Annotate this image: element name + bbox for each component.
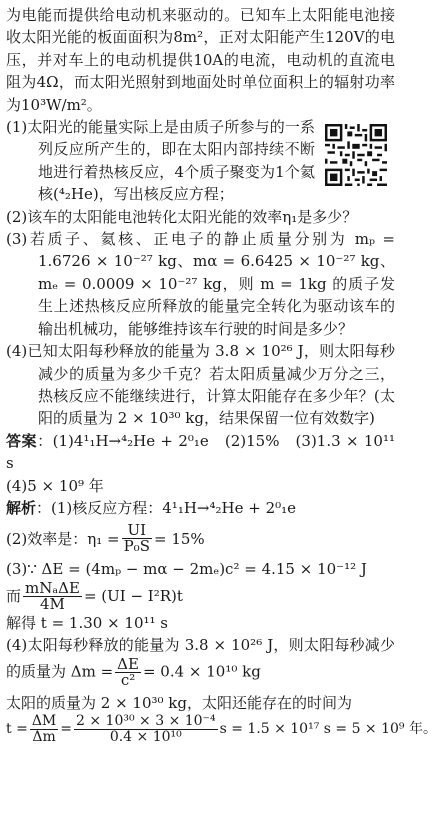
mass-loss-denominator: c²: [120, 670, 136, 689]
analysis-step-3b: [6, 578, 395, 613]
question-4: (4)已知太阳每秒释放的能量为 3.8 × 10²⁶ J，则太阳每秒减少的质量为多少千克？若太阳质量减少万分之三，热核反应不能继续进行，计算太阳能存在多少年？(太阳的质量为 2 × 10³⁰ kg，结果保留一位有效数字): [6, 342, 395, 428]
lifetime-numerator-2: 2 × 10³⁰ × 3 × 10⁻⁴: [76, 712, 216, 729]
analysis-step-5: 太阳的质量为 2 × 10³⁰ kg，太阳还能存在的时间为: [6, 693, 352, 712]
energy-denominator: 4M: [40, 594, 65, 613]
analysis-step-3c: 解得 t = 1.30 × 10¹¹ s: [6, 613, 168, 632]
mass-loss-numerator: ΔE: [117, 654, 139, 673]
energy-equation-rhs: = (UI − I²R)t: [83, 587, 183, 606]
lifetime-result: s = 1.5 × 10¹⁷ s = 5 × 10⁹ 年。: [219, 721, 437, 738]
analysis-step-1: [6, 497, 395, 519]
mass-loss-text: (4)太阳每秒释放的能量为 3.8 × 10²⁶ J，则太阳每秒减少的质量为 Δm =: [6, 636, 395, 681]
qr-code-icon: [325, 124, 387, 186]
mass-loss-result: = 0.4 × 10¹⁰ kg: [142, 662, 261, 681]
lifetime-denominator-2: 0.4 × 10¹⁰: [109, 728, 182, 745]
analysis-text-1: ：(1)核反应方程：4¹₁H→⁴₂He + 2⁰₁e: [36, 498, 297, 517]
question-2: (2)该车的太阳能电池转化太阳光能的效率η₁是多少？: [6, 207, 358, 226]
efficiency-numerator: UI: [122, 523, 152, 539]
efficiency-fraction: [122, 523, 152, 554]
analysis-step-3: (3)∵ ΔE = (4mₚ − mα − 2mₑ)c² = 4.15 × 10⁻¹² J: [6, 560, 367, 579]
energy-equation-prefix: 而: [6, 587, 22, 606]
efficiency-result: = 15%: [153, 529, 205, 548]
answer-line-2: (4)5 × 10⁹ 年: [6, 476, 104, 495]
lifetime-fraction-2: [74, 714, 218, 745]
analysis-step-6: [6, 712, 437, 745]
energy-fraction: [23, 578, 82, 613]
analysis-step-2: [6, 523, 395, 554]
lifetime-fraction-1: [30, 714, 58, 745]
question-3: (3)若质子、氦核、正电子的静止质量分别为 mₚ = 1.6726 × 10⁻²⁷ kg、mα = 6.6425 × 10⁻²⁷ kg、mₑ = 0.0009 × 10⁻²⁷ kg，则 m = 1kg 的质子发生上述热核反应所释放的能量完全转化为驱动该车的输出机械功，能够维持该车行驶的时间是多少？: [6, 230, 395, 338]
energy-numerator: mNₐΔE: [25, 578, 80, 597]
analysis-label: 解析: [6, 498, 37, 517]
problem-intro: 为电能而提供给电动机来驱动的。已知车上太阳能电池接收太阳光能的板面面积为8m²，正对太阳能产生120V的电压，并对车上的电动机提供10A的电流，电动机的直流电阻为4Ω，而太阳光照射到地面处时单位面积上的辐射功率为10³W/m²。: [6, 6, 395, 114]
lifetime-prefix: t =: [6, 721, 28, 738]
efficiency-denominator: P₀S: [123, 537, 150, 556]
lifetime-equals: =: [60, 721, 72, 738]
question-1: (1)太阳光的能量实际上是由质子所参与的一系列反应所产生的，即在太阳内部持续不断地进行着热核反应，4个质子聚变为1个氦核(⁴₂He)，写出核反应方程；: [6, 118, 315, 204]
efficiency-prefix: (2)效率是：η₁ =: [6, 529, 120, 548]
answer-text-1: ：(1)4¹₁H→⁴₂He + 2⁰₁e (2)15% (3)1.3 × 10¹¹ s: [6, 431, 395, 473]
analysis-step-4: [6, 634, 395, 687]
mass-loss-fraction: [115, 654, 141, 689]
answer-line-1: [6, 430, 395, 475]
answer-label: 答案: [6, 431, 38, 450]
lifetime-denominator-1: Δm: [32, 728, 56, 745]
lifetime-numerator-1: ΔM: [31, 712, 57, 729]
